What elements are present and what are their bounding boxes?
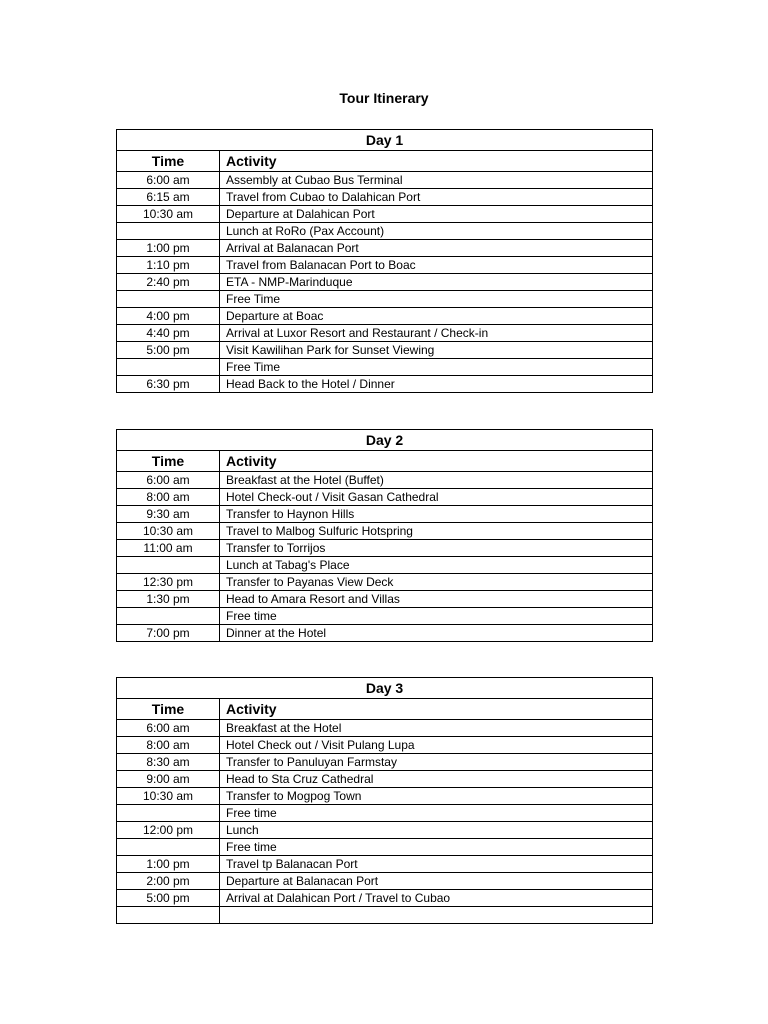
activity-cell: Transfer to Payanas View Deck [220, 574, 653, 591]
time-cell: 6:00 am [117, 172, 220, 189]
time-cell: 6:00 am [117, 472, 220, 489]
activity-cell: Travel from Cubao to Dalahican Port [220, 189, 653, 206]
activity-cell: Dinner at the Hotel [220, 625, 653, 642]
activity-cell: Hotel Check out / Visit Pulang Lupa [220, 737, 653, 754]
time-cell: 9:30 am [117, 506, 220, 523]
activity-cell: Travel tp Balanacan Port [220, 856, 653, 873]
activity-cell [220, 907, 653, 924]
time-cell: 6:15 am [117, 189, 220, 206]
activity-cell: Lunch at Tabag's Place [220, 557, 653, 574]
activity-cell: Transfer to Panuluyan Farmstay [220, 754, 653, 771]
day-heading: Day 3 [117, 678, 653, 699]
activity-cell: Free time [220, 608, 653, 625]
time-cell: 11:00 am [117, 540, 220, 557]
itinerary-row [117, 376, 653, 393]
activity-cell: Head to Amara Resort and Villas [220, 591, 653, 608]
time-cell [117, 359, 220, 376]
itinerary-row [117, 856, 653, 873]
time-cell: 6:00 am [117, 720, 220, 737]
itinerary-row [117, 523, 653, 540]
time-cell [117, 839, 220, 856]
activity-cell: Lunch at RoRo (Pax Account) [220, 223, 653, 240]
itinerary-row [117, 574, 653, 591]
itinerary-row [117, 308, 653, 325]
activity-cell: Free time [220, 839, 653, 856]
itinerary-row [117, 754, 653, 771]
time-cell: 1:00 pm [117, 240, 220, 257]
time-cell: 12:00 pm [117, 822, 220, 839]
itinerary-row [117, 788, 653, 805]
itinerary-row [117, 172, 653, 189]
activity-column-header: Activity [220, 699, 653, 720]
time-cell [117, 805, 220, 822]
time-cell: 9:00 am [117, 771, 220, 788]
activity-cell: ETA - NMP-Marinduque [220, 274, 653, 291]
time-cell [117, 907, 220, 924]
itinerary-row [117, 489, 653, 506]
time-cell [117, 223, 220, 240]
time-column-header: Time [117, 699, 220, 720]
time-column-header: Time [117, 151, 220, 172]
time-cell: 1:30 pm [117, 591, 220, 608]
time-cell: 7:00 pm [117, 625, 220, 642]
time-cell: 2:40 pm [117, 274, 220, 291]
itinerary-row [117, 223, 653, 240]
itinerary-row [117, 890, 653, 907]
itinerary-row [117, 325, 653, 342]
itinerary-row [117, 291, 653, 308]
time-cell: 10:30 am [117, 788, 220, 805]
activity-cell: Departure at Balanacan Port [220, 873, 653, 890]
time-cell: 8:00 am [117, 737, 220, 754]
time-cell: 8:00 am [117, 489, 220, 506]
activity-cell: Travel from Balanacan Port to Boac [220, 257, 653, 274]
time-cell: 5:00 pm [117, 890, 220, 907]
time-cell [117, 557, 220, 574]
activity-cell: Head to Sta Cruz Cathedral [220, 771, 653, 788]
day-1-table [116, 129, 653, 393]
itinerary-row [117, 206, 653, 223]
itinerary-row [117, 540, 653, 557]
itinerary-row [117, 274, 653, 291]
activity-cell: Lunch [220, 822, 653, 839]
itinerary-row [117, 257, 653, 274]
activity-column-header: Activity [220, 151, 653, 172]
time-cell: 6:30 pm [117, 376, 220, 393]
page-title: Tour Itinerary [339, 90, 429, 106]
activity-cell: Breakfast at the Hotel (Buffet) [220, 472, 653, 489]
activity-column-header: Activity [220, 451, 653, 472]
itinerary-row [117, 737, 653, 754]
itinerary-row [117, 557, 653, 574]
itinerary-row [117, 472, 653, 489]
day-heading: Day 2 [117, 430, 653, 451]
time-cell: 1:00 pm [117, 856, 220, 873]
itinerary-row [117, 771, 653, 788]
activity-cell: Free Time [220, 291, 653, 308]
activity-cell: Arrival at Balanacan Port [220, 240, 653, 257]
time-column-header: Time [117, 451, 220, 472]
itinerary-row [117, 240, 653, 257]
activity-cell: Travel to Malbog Sulfuric Hotspring [220, 523, 653, 540]
itinerary-row [117, 839, 653, 856]
itinerary-row [117, 720, 653, 737]
day-3-table [116, 677, 653, 924]
activity-cell: Hotel Check-out / Visit Gasan Cathedral [220, 489, 653, 506]
itinerary-row [117, 907, 653, 924]
itinerary-row [117, 591, 653, 608]
activity-cell: Arrival at Dalahican Port / Travel to Cubao [220, 890, 653, 907]
itinerary-row [117, 608, 653, 625]
time-cell: 4:40 pm [117, 325, 220, 342]
time-cell: 4:00 pm [117, 308, 220, 325]
day-heading: Day 1 [117, 130, 653, 151]
time-cell: 8:30 am [117, 754, 220, 771]
time-cell: 2:00 pm [117, 873, 220, 890]
time-cell [117, 291, 220, 308]
itinerary-row [117, 359, 653, 376]
activity-cell: Departure at Dalahican Port [220, 206, 653, 223]
itinerary-row [117, 805, 653, 822]
activity-cell: Free time [220, 805, 653, 822]
itinerary-row [117, 506, 653, 523]
activity-cell: Visit Kawilihan Park for Sunset Viewing [220, 342, 653, 359]
activity-cell: Transfer to Haynon Hills [220, 506, 653, 523]
time-cell: 1:10 pm [117, 257, 220, 274]
activity-cell: Breakfast at the Hotel [220, 720, 653, 737]
activity-cell: Transfer to Mogpog Town [220, 788, 653, 805]
itinerary-row [117, 873, 653, 890]
time-cell: 10:30 am [117, 523, 220, 540]
time-cell: 12:30 pm [117, 574, 220, 591]
activity-cell: Departure at Boac [220, 308, 653, 325]
activity-cell: Arrival at Luxor Resort and Restaurant / Check-in [220, 325, 653, 342]
itinerary-row [117, 342, 653, 359]
itinerary-row [117, 625, 653, 642]
time-cell: 10:30 am [117, 206, 220, 223]
time-cell [117, 608, 220, 625]
itinerary-row [117, 189, 653, 206]
activity-cell: Transfer to Torrijos [220, 540, 653, 557]
day-2-table [116, 429, 653, 642]
activity-cell: Head Back to the Hotel / Dinner [220, 376, 653, 393]
activity-cell: Free Time [220, 359, 653, 376]
itinerary-row [117, 822, 653, 839]
activity-cell: Assembly at Cubao Bus Terminal [220, 172, 653, 189]
time-cell: 5:00 pm [117, 342, 220, 359]
